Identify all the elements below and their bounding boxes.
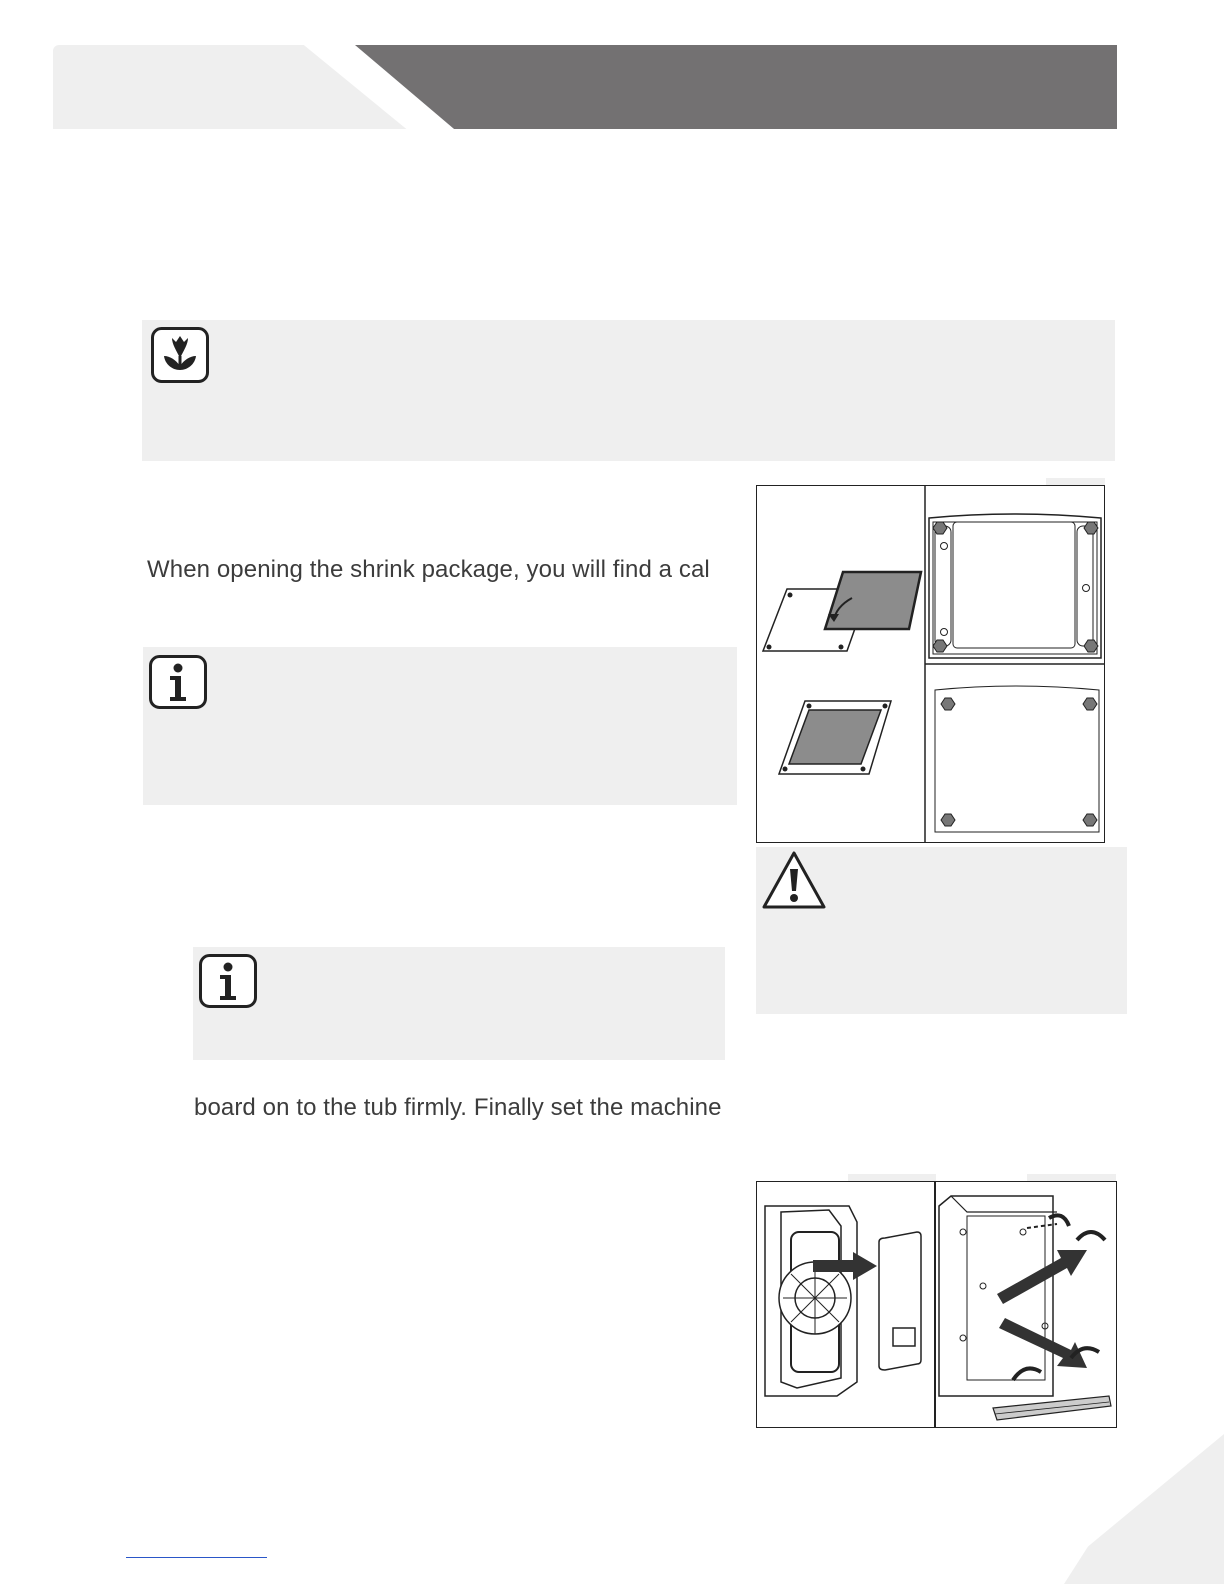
warning-triangle-icon: [761, 849, 827, 916]
footer-link-underline[interactable]: [126, 1557, 267, 1558]
board-installation-figure: [756, 485, 1105, 843]
warning-notice: [756, 847, 1127, 1014]
page-corner-decoration: [1064, 1434, 1224, 1584]
info-icon: [148, 654, 208, 715]
eco-flower-icon: [150, 326, 210, 389]
board-installation-diagram: [757, 486, 1104, 842]
info-notice-secondary: [193, 947, 725, 1060]
paragraph-shrink-package: When opening the shrink package, you will find a cal: [147, 556, 710, 583]
header-title-bar: [355, 45, 1117, 129]
environment-notice: [142, 320, 1115, 461]
paragraph-board-on-tub: board on to the tub firmly. Finally set the machine: [194, 1094, 722, 1121]
transit-bolts-figure: [756, 1181, 1117, 1428]
info-icon: [198, 953, 258, 1014]
info-notice: [143, 647, 737, 805]
transit-bolts-diagram: [757, 1182, 1116, 1427]
